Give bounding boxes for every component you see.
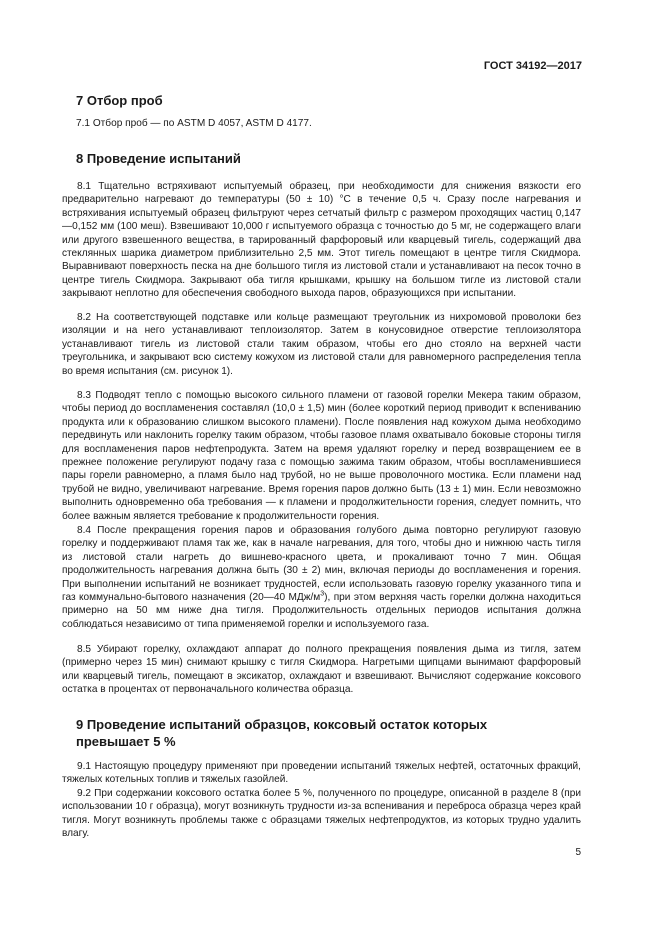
section-9-title-line2: превышает 5 % <box>76 734 176 749</box>
paragraph-8-4 <box>62 524 581 631</box>
section-7-title: 7 Отбор проб <box>76 93 163 108</box>
paragraph-8-2: 8.2 На соответствующей подставке или кольце размещают треугольник из нихромовой проволоки без изоляции и на него устанавливают теплоизолятор. Затем в конусовидное отверстие теплоизолятора устанавливают тигель из листовой стали таким образом, чтобы его дно стояло на верхней части треугольника, и закрывают всю систему кожухом из листовой стали для равномерного распределения тепла во время испытания (см. рисунок 1). <box>62 312 581 377</box>
paragraph-9-2: 9.2 При содержании коксового остатка более 5 %, полученного по процедуре, описанной в разделе 8 (при использовании 10 г образца), могут возникнуть трудности из-за вспенивания и переброса образца через край тигля. Могут возникнуть проблемы также с образцами тяжелых нефтепродуктов, из которых трудно удалить влагу. <box>62 788 581 840</box>
section-9-title-line1: 9 Проведение испытаний образцов, коксовый остаток которых <box>76 717 488 732</box>
cubic-superscript: 3 <box>320 590 325 598</box>
section-8-title: 8 Проведение испытаний <box>76 151 241 166</box>
paragraph-9-1: 9.1 Настоящую процедуру применяют при проведении испытаний тяжелых нефтей, остаточных фракций, тяжелых котельных топлив и тяжелых газойлей. <box>62 761 581 786</box>
paragraph-8-3: 8.3 Подводят тепло с помощью высокого сильного пламени от газовой горелки Мекера таким образом, чтобы период до воспламенения составлял (10,0 ± 1,5) мин (более короткий период приводит к вспениванию продукта или к образованию слишком высокого пламени). После появления над кожухом дыма необходимо передвинуть или наклонить горелку таким образом, чтобы газовое пламя охватывало боковые стороны тигля для воспламенения паров нефтепродукта. Затем на время удаляют горелку и перед возвращением ее в прежнее положение регулируют подачу газа с помощью зажима таким образом, чтобы воспламенившиеся пары горели равномерно, а пламя было над трубой, но не выше проволочного мостика. Если пламени над трубой не видно, увеличивают нагревание. Время горения паров должно быть (13 ± 1) мин. Если невозможно выполнить одновременно оба требования — к пламени и продолжительности горения, следует помнить, что более важным является требование к продолжительности горения. <box>62 390 581 522</box>
paragraph-8-5: 8.5 Убирают горелку, охлаждают аппарат до полного прекращения появления дыма из тигля, затем (примерно через 15 мин) снимают крышку с тигля Скидмора. Нагретыми щипцами вынимают фарфоровый или кварцевый тигель, помещают в эксикатор, охлаждают и взвешивают. Вычисляют содержание коксового остатка в процентах от первоначального количества образца. <box>62 644 581 696</box>
paragraph-8-1: 8.1 Тщательно встряхивают испытуемый образец, при необходимости для снижения вязкости его предварительно нагревают до температуры (50 ± 10) °С в течение 0,5 ч. Сразу после нагревания и встряхивания испытуемый образец фильтруют через сетчатый фильтр с размером проходящих частиц 0,147—0,152 мм (100 меш). Взвешивают 10,000 г испытуемого образца с точностью до 5 мг, не содержащего влаги или другого взвешенного вещества, в тарированный фарфоровый или кварцевый тигель, содержащий два стеклянных шарика диаметром приблизительно 2,5 мм. Этот тигель помещают в центре тигля Скидмора. Выравнивают поверхность песка на дне большого тигля из листовой стали и устанавливают на песок точно в центре тигель Скидмора. Закрывают оба тигля крышками, крышку на большом тигле из листовой стали закрывают неплотно для обеспечения свободного выхода паров, образующихся при испытании. <box>62 181 581 300</box>
paragraph-8-4-part2: ), при этом верхняя часть горелки должна находиться примерно на 50 мм ниже дна тигля. Продолжительность отдельных периодов испытания должна соблюдаться независимо от типа применяемой горелки и используемого газа. <box>62 592 581 630</box>
paragraph-7-1: 7.1 Отбор проб — по ASTM D 4057, ASTM D 4177. <box>76 118 312 129</box>
section-9-title <box>76 716 487 750</box>
page-number: 5 <box>575 847 581 858</box>
document-code: ГОСТ 34192—2017 <box>483 60 582 72</box>
paragraph-8-4-part1: 8.4 После прекращения горения паров и образования голубого дыма повторно регулируют газовую горелку и поддерживают пламя так же, как в начале нагревания, для того, чтобы дно и нижнюю часть тигля из листовой стали нагреть до вишнево-красного цвета, и прокаливают точно 7 мин. Общая продолжительность нагревания должна быть (30 ± 2) мин, включая периоды до воспламенения и горения. При выполнении испытаний не возникает трудностей, если использовать газовую горелку указанного типа и газ коммунально-бытового назначения (20—40 МДж/м <box>62 525 581 604</box>
